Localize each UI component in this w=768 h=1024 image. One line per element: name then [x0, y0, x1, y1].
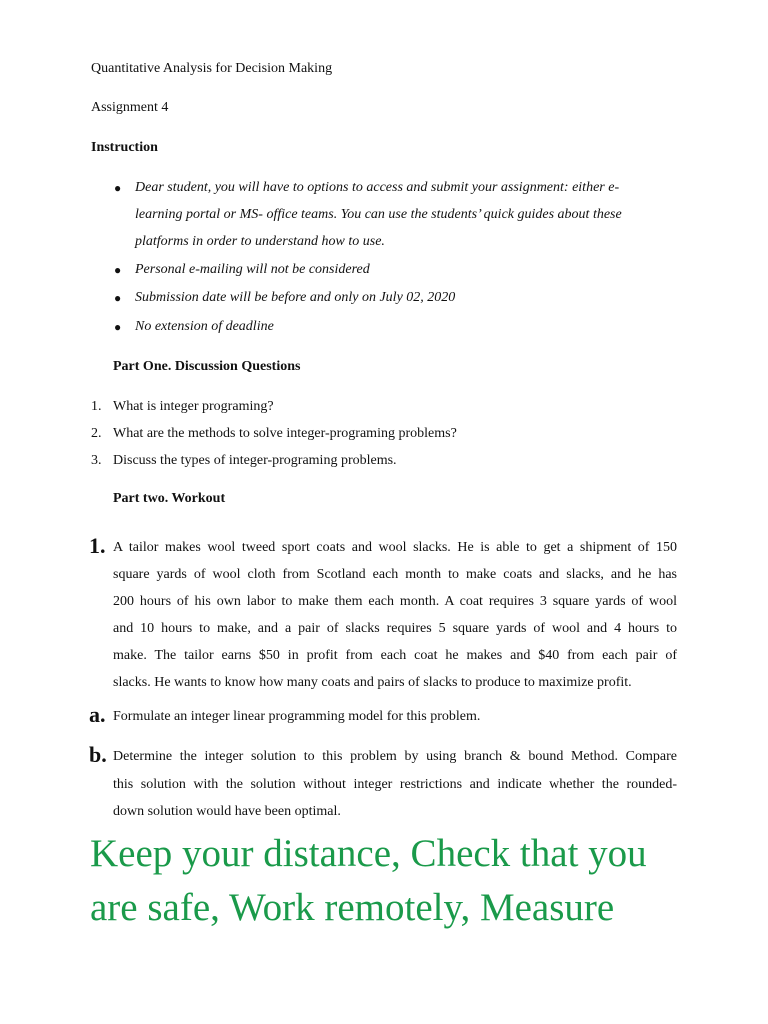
instruction-item: No extension of deadline [135, 319, 274, 334]
instruction-item: Dear student, you will have to options to access and submit your assignment: either e- [135, 180, 620, 195]
sub-question-marker: a. [89, 702, 106, 727]
bullet-dot-icon: ● [114, 263, 122, 277]
sub-question-text: Formulate an integer linear programming model for this problem. [113, 709, 481, 724]
part-one-heading: Part One. Discussion Questions [113, 359, 301, 374]
instruction-item: Personal e-mailing will not be considered [135, 262, 370, 277]
part-two-heading: Part two. Workout [113, 491, 226, 506]
list-item-number: 1. [91, 399, 102, 414]
bullet-dot-icon: ● [114, 291, 122, 305]
question-text-line: and 10 hours to make, and a pair of slacks requires 5 square yards of wool and 4 hours to [113, 621, 677, 636]
sub-question-marker: b. [89, 742, 107, 767]
slogan-line: are safe, Work remotely, Measure [90, 886, 615, 929]
question-text-line: slacks. He wants to know how many coats and pairs of slacks to produce to maximize profit. [113, 675, 632, 690]
course-title: Quantitative Analysis for Decision Making [91, 61, 333, 76]
list-item-number: 3. [91, 453, 102, 468]
question-text-line: make. The tailor earns $50 in profit from each coat he makes and $40 from each pair of [113, 648, 677, 663]
question-text-line: 200 hours of his own labor to make them each month. A coat requires 3 square yards of wool [113, 594, 677, 609]
instruction-item-cont: learning portal or MS- office teams. You can use the students’ quick guides about these [135, 207, 622, 222]
question-number: 1. [89, 533, 106, 558]
instruction-item: Submission date will be before and only on July 02, 2020 [135, 290, 456, 305]
list-item: What is integer programing? [113, 399, 274, 414]
bullet-dot-icon: ● [114, 320, 122, 334]
sub-question-text-line: down solution would have been optimal. [113, 804, 341, 819]
instruction-item-cont: platforms in order to understand how to use. [135, 234, 385, 249]
bullet-dot-icon: ● [114, 181, 122, 195]
sub-question-text-line: this solution with the solution without integer restrictions and indicate whether the rounded- [113, 777, 677, 792]
list-item: What are the methods to solve integer-programing problems? [113, 426, 457, 441]
sub-question-text-line: Determine the integer solution to this problem by using branch & bound Method. Compare [113, 749, 677, 764]
question-text-line: square yards of wool cloth from Scotland each month to make coats and slacks, and he has [113, 567, 677, 582]
list-item: Discuss the types of integer-programing problems. [113, 453, 397, 468]
instruction-heading: Instruction [91, 140, 158, 155]
slogan-line: Keep your distance, Check that you [90, 832, 647, 875]
list-item-number: 2. [91, 426, 102, 441]
question-text-line: A tailor makes wool tweed sport coats and wool slacks. He is able to get a shipment of 150 [113, 540, 677, 555]
assignment-label: Assignment 4 [91, 100, 169, 115]
